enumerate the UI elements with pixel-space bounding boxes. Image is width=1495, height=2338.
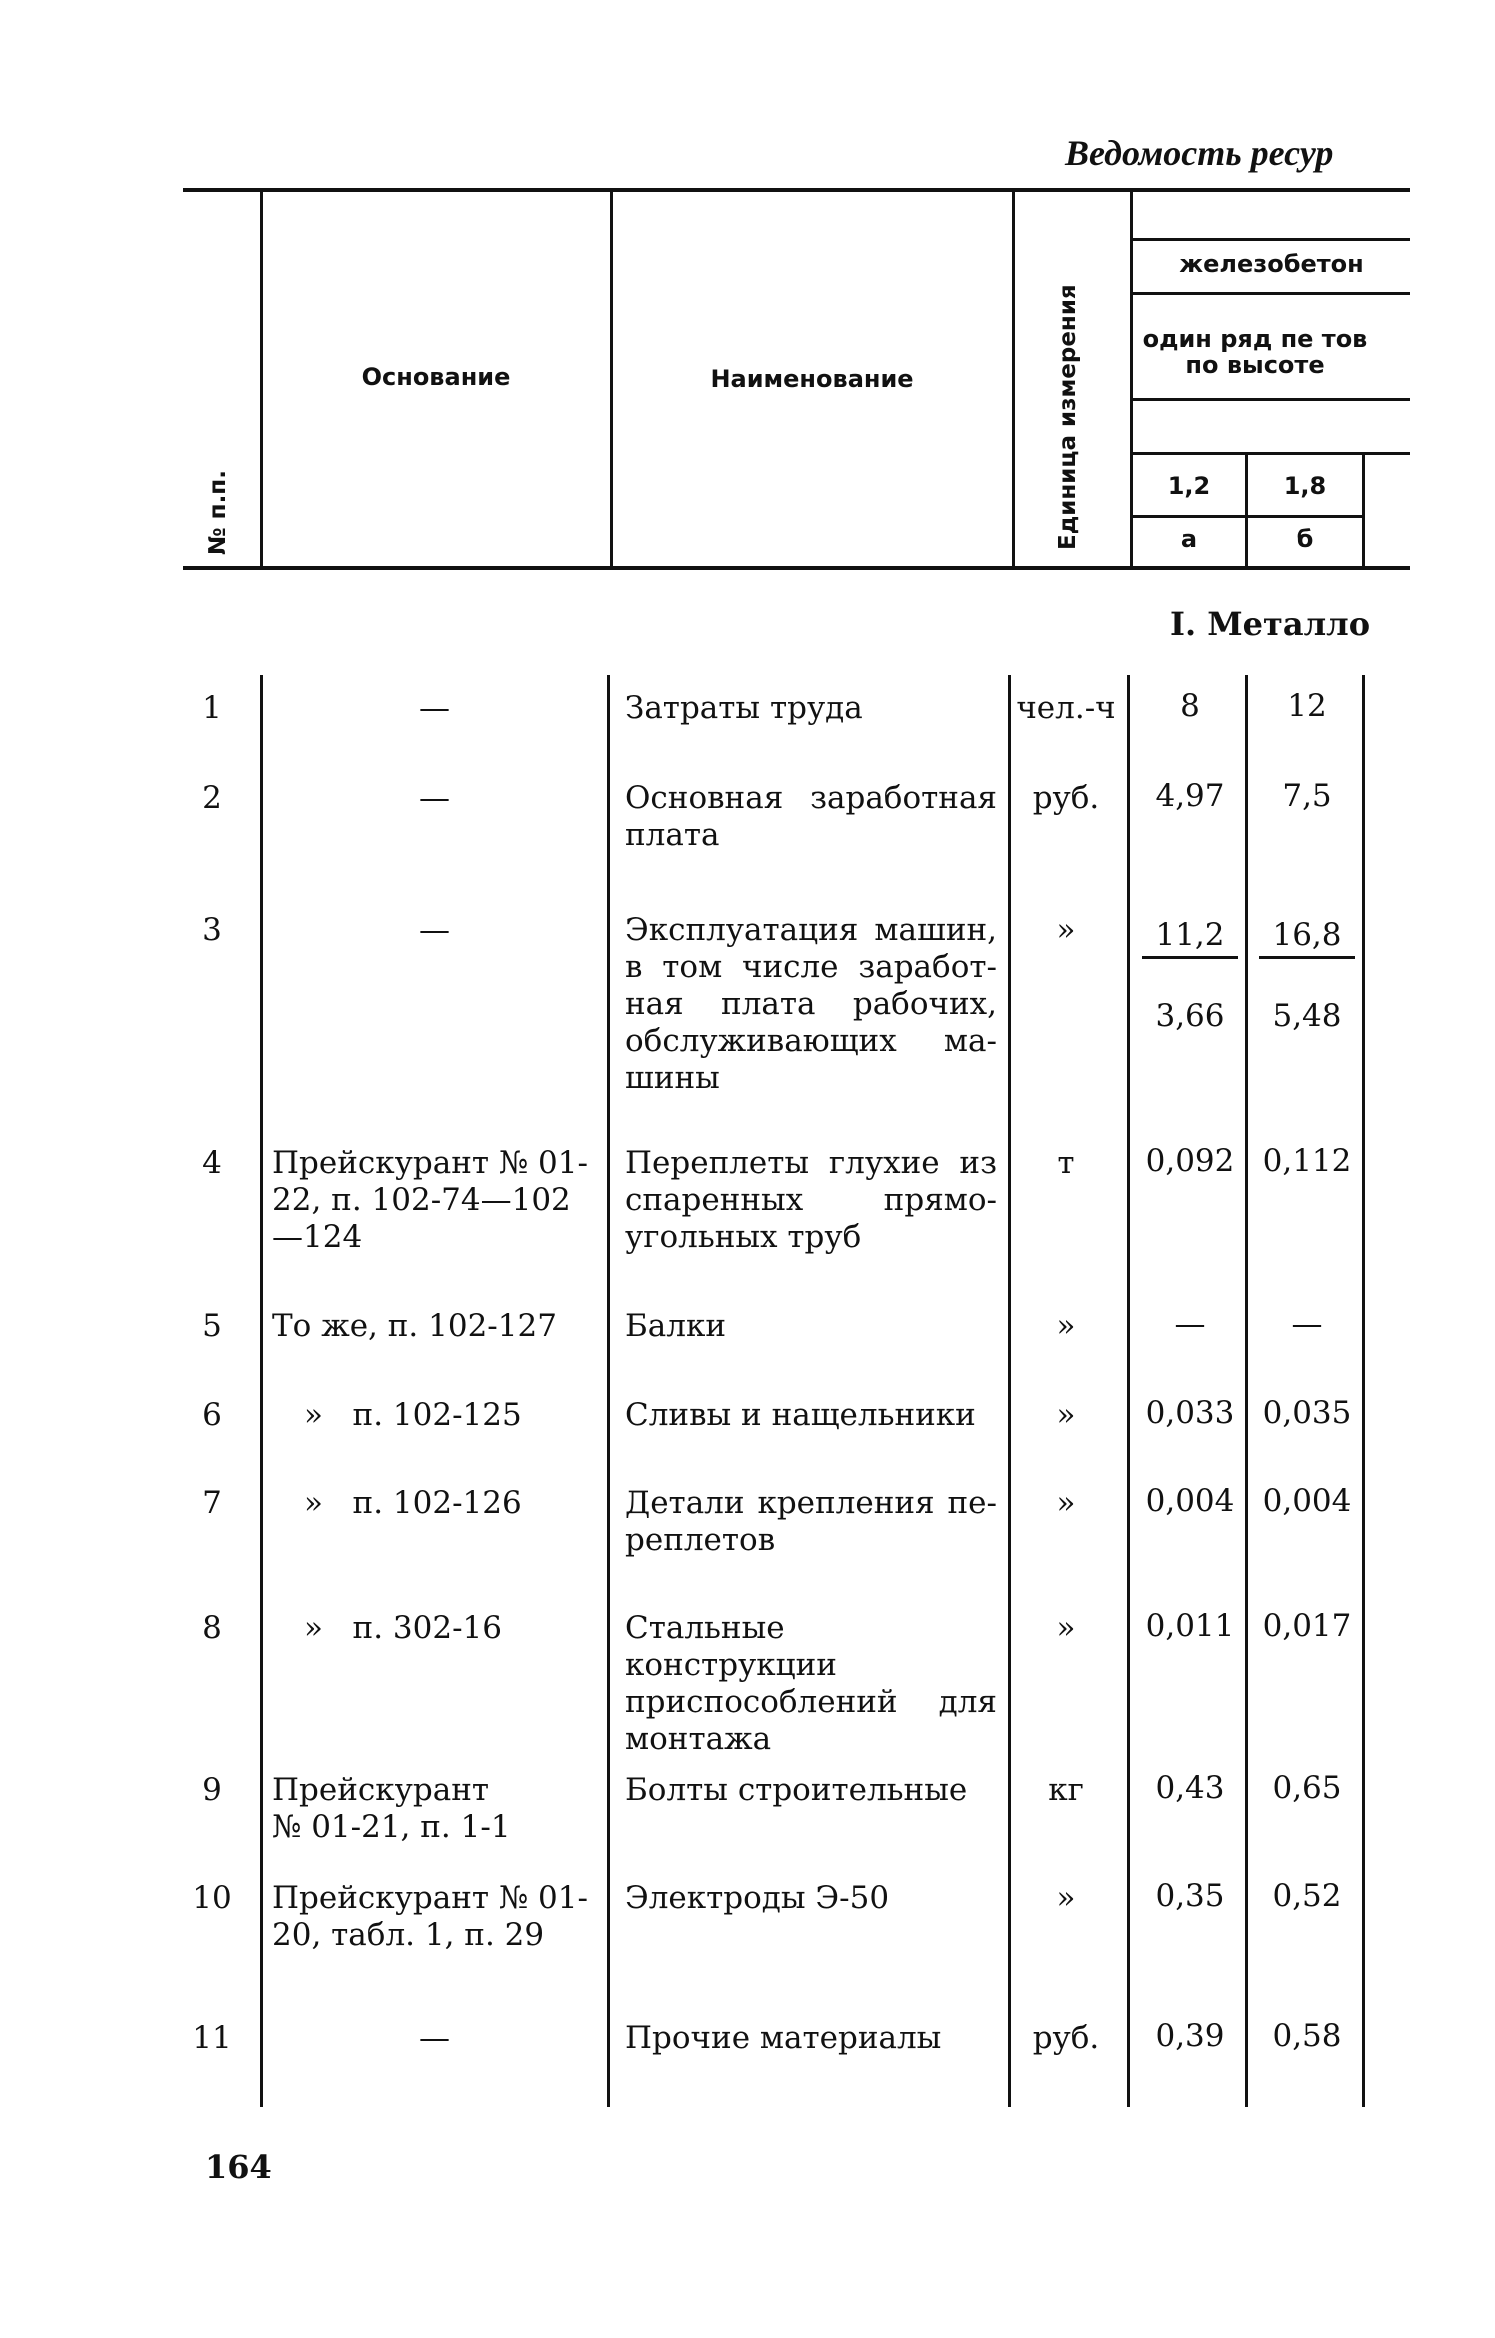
row-basis: —	[419, 690, 450, 726]
running-head: Ведомость ресур	[1065, 133, 1334, 173]
row-value-a: 0,092	[1145, 1143, 1235, 1179]
row-value-b: 12	[1287, 688, 1327, 724]
body-divider-a	[1245, 675, 1248, 2107]
header-divider-name	[1012, 192, 1015, 566]
table-top-rule	[183, 188, 1410, 192]
row-name: Балки	[625, 1308, 726, 1344]
row-basis: » п. 302-16	[304, 1610, 502, 1646]
body-divider-b	[1362, 675, 1365, 2107]
row-basis: Прейскурант № 01-21, п. 1-1	[272, 1772, 511, 1845]
header-unit: Единица измерения	[1055, 284, 1081, 550]
row-num: 7	[202, 1485, 222, 1521]
row-basis: —	[419, 2020, 450, 2056]
row-name: Эксплуатация машин, в том числе заработ-ная плата рабочих, обслуживающих ма-шины	[625, 912, 997, 1096]
row-num: 1	[202, 690, 222, 726]
row-value-b: 0,035	[1262, 1395, 1352, 1431]
row-value-b: 0,65	[1272, 1770, 1342, 1806]
row-num: 6	[202, 1397, 222, 1433]
header-size-b: 1,8	[1283, 472, 1327, 500]
row-value-b-fraction	[1255, 880, 1359, 1072]
subgroup-bottom-rule	[1133, 398, 1410, 401]
row-unit: »	[1056, 1308, 1076, 1344]
row-basis: » п. 102-125	[304, 1397, 522, 1433]
sizes-bottom-rule	[1133, 515, 1365, 518]
page-number: 164	[205, 2148, 272, 2186]
body-divider-basis	[607, 675, 610, 2107]
row-unit: »	[1056, 1610, 1076, 1646]
row-name: Затраты труда	[625, 690, 863, 726]
row-num: 9	[202, 1772, 222, 1808]
row-basis: Прейскурант № 01-20, табл. 1, п. 29	[272, 1880, 588, 1953]
row-value-a: 0,35	[1155, 1878, 1225, 1914]
row-value-b: 0,004	[1262, 1483, 1352, 1519]
row-name: Болты строительные	[625, 1772, 968, 1808]
row-num: 10	[192, 1880, 232, 1916]
fraction-denominator: 5,48	[1272, 998, 1342, 1034]
row-unit: »	[1056, 1485, 1076, 1521]
row-name: Основная заработная плата	[625, 780, 997, 853]
header-bottom-rule	[183, 566, 1410, 570]
row-num: 3	[202, 912, 222, 948]
row-unit: т	[1057, 1145, 1075, 1181]
header-group: железобетон	[1179, 250, 1364, 278]
row-num: 11	[192, 2020, 232, 2056]
fraction-numerator: 16,8	[1259, 917, 1355, 959]
row-value-a: 0,033	[1145, 1395, 1235, 1431]
row-value-b: 0,112	[1262, 1143, 1352, 1179]
row-unit: кг	[1048, 1772, 1084, 1808]
row-name: Электроды Э-50	[625, 1880, 890, 1916]
header-letter-a: а	[1180, 525, 1198, 553]
header-basis: Основание	[361, 363, 511, 391]
header-name: Наименование	[710, 365, 914, 393]
row-num: 5	[202, 1308, 222, 1344]
row-basis: Прейскурант № 01-22, п. 102-74—102—124	[272, 1145, 588, 1255]
header-divider-b	[1362, 455, 1365, 566]
row-basis: » п. 102-126	[304, 1485, 522, 1521]
group-bottom-rule	[1133, 292, 1410, 295]
sizes-top-rule	[1133, 452, 1410, 455]
row-name: Сливы и нащельники	[625, 1397, 976, 1433]
section-title: I. Металло	[1170, 605, 1371, 643]
row-value-a-fraction	[1138, 880, 1242, 1072]
row-name: Прочие материалы	[625, 2020, 942, 2056]
header-size-a: 1,2	[1167, 472, 1211, 500]
body-divider-name	[1008, 675, 1011, 2107]
row-unit: »	[1056, 1397, 1076, 1433]
row-unit: руб.	[1032, 780, 1100, 816]
row-value-b: 0,52	[1272, 1878, 1342, 1914]
row-value-b: 0,017	[1262, 1608, 1352, 1644]
fraction-numerator: 11,2	[1142, 917, 1238, 959]
row-value-a: 4,97	[1155, 778, 1225, 814]
row-name: Стальные конструкции приспособлений для монтажа	[625, 1610, 997, 1757]
header-divider-unit	[1130, 192, 1133, 566]
row-value-a: —	[1174, 1306, 1206, 1342]
body-divider-unit	[1127, 675, 1130, 2107]
header-subgroup: один ряд пе тов по высоте	[1142, 325, 1368, 379]
row-value-b: —	[1291, 1306, 1323, 1342]
row-value-a: 8	[1180, 688, 1200, 724]
row-unit: руб.	[1032, 2020, 1100, 2056]
row-value-a: 0,011	[1145, 1608, 1235, 1644]
fraction-denominator: 3,66	[1155, 998, 1225, 1034]
row-value-a: 0,39	[1155, 2018, 1225, 2054]
row-value-b: 0,58	[1272, 2018, 1342, 2054]
row-basis: —	[419, 780, 450, 816]
header-num: № п.п.	[205, 470, 231, 555]
row-name: Детали крепления пе-реплетов	[625, 1485, 997, 1558]
row-basis: —	[419, 912, 450, 948]
row-unit: чел.-ч	[1016, 690, 1116, 726]
row-unit: »	[1056, 1880, 1076, 1916]
row-num: 2	[202, 780, 222, 816]
row-unit: »	[1056, 912, 1076, 948]
row-value-a: 0,43	[1155, 1770, 1225, 1806]
group-top-rule	[1133, 238, 1410, 241]
row-value-b: 7,5	[1282, 778, 1332, 814]
row-name: Переплеты глухие из спаренных прямо-угольных труб	[625, 1145, 997, 1255]
header-letter-b: б	[1296, 525, 1314, 553]
row-num: 4	[202, 1145, 222, 1181]
body-divider-num	[260, 675, 263, 2107]
row-value-a: 0,004	[1145, 1483, 1235, 1519]
row-num: 8	[202, 1610, 222, 1646]
row-basis: То же, п. 102-127	[272, 1308, 557, 1344]
